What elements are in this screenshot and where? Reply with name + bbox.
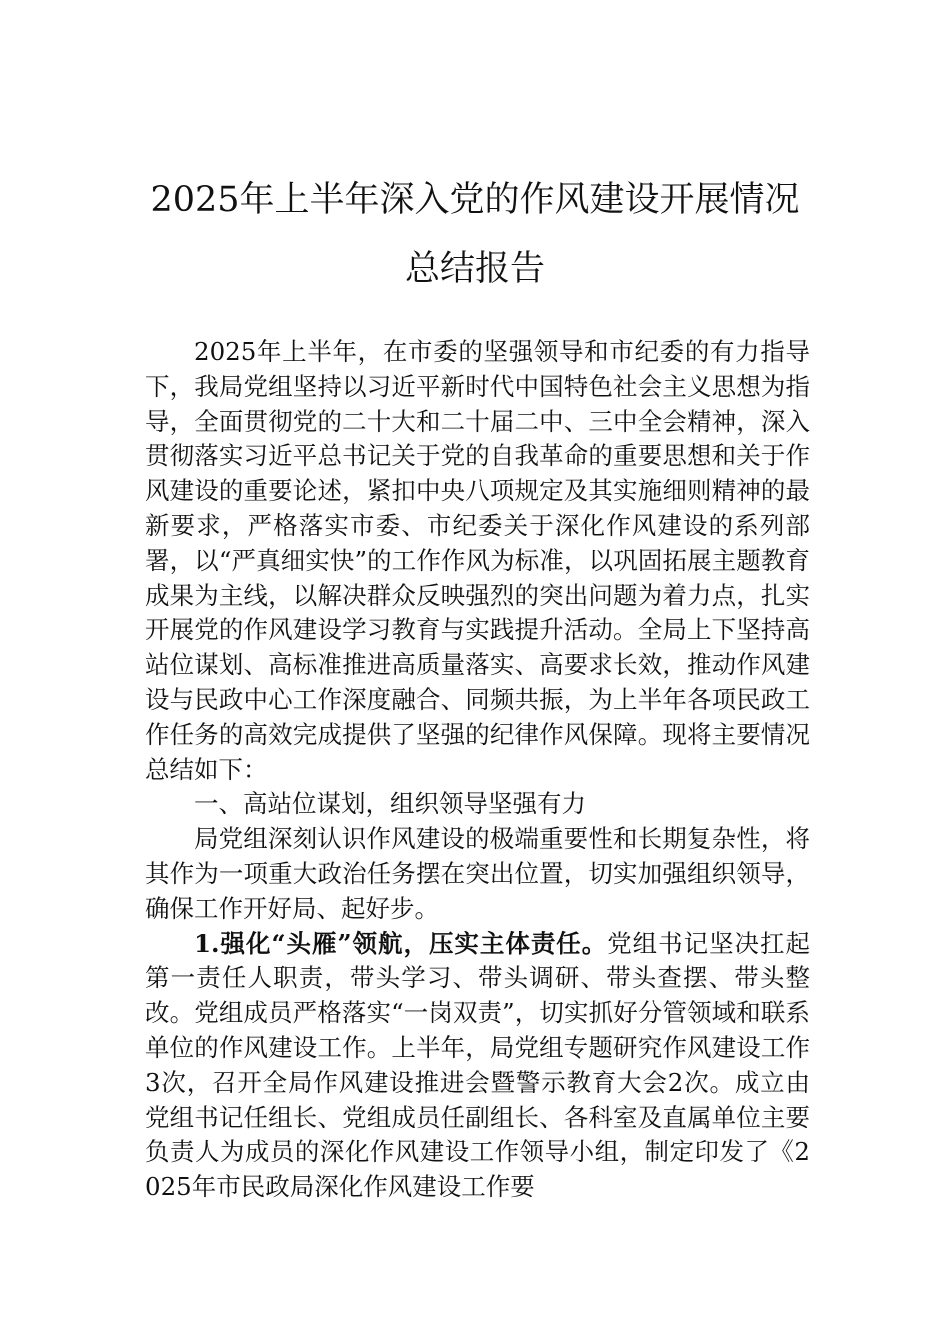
item-1-lead: 1.强化“头雁”领航，压实主体责任。 bbox=[194, 928, 608, 958]
document-title-line-2: 总结报告 bbox=[404, 249, 545, 289]
item-1-paragraph bbox=[145, 927, 810, 1205]
item-1-text: 党组书记坚决扛起第一责任人职责，带头学习、带头调研、带头查摆、带头整改。党组成员严格落实“一岗双责”，切实抓好分管领域和联系单位的作风建设工作。上半年，局党组专题研究作风建设工作3次，召开全局作风建设推进会暨警示教育大会2次。成立由党组书记任组长、党组成员任副组长、各科室及直属单位主要负责人为成员的深化作风建设工作领导小组，制定印发了《2025年市民政局深化作风建设工作要 bbox=[145, 928, 810, 1202]
document-title-line-1: 2025年上半年深入党的作风建设开展情况 bbox=[150, 180, 800, 220]
intro-paragraph: 2025年上半年，在市委的坚强领导和市纪委的有力指导下，我局党组坚持以习近平新时代中国特色社会主义思想为指导，全面贯彻党的二十大和二十届二中、三中全会精神，深入贯彻落实习近平总书记关于党的自我革命的重要思想和关于作风建设的重要论述，紧扣中央八项规定及其实施细则精神的最新要求，严格落实市委、市纪委关于深化作风建设的系列部署，以“严真细实快”的工作作风为标准，以巩固拓展主题教育成果为主线，以解决群众反映强烈的突出问题为着力点，扎实开展党的作风建设学习教育与实践提升活动。全局上下坚持高站位谋划、高标准推进高质量落实、高要求长效，推动作风建设与民政中心工作深度融合、同频共振，为上半年各项民政工作任务的高效完成提供了坚强的纪律作风保障。现将主要情况总结如下： bbox=[145, 337, 810, 784]
section-1-paragraph: 局党组深刻认识作风建设的极端重要性和长期复杂性，将其作为一项重大政治任务摆在突出位置，切实加强组织领导，确保工作开好局、起好步。 bbox=[145, 824, 810, 923]
section-1-heading: 一、高站位谋划，组织领导坚强有力 bbox=[194, 789, 586, 819]
document-body bbox=[145, 335, 810, 1205]
